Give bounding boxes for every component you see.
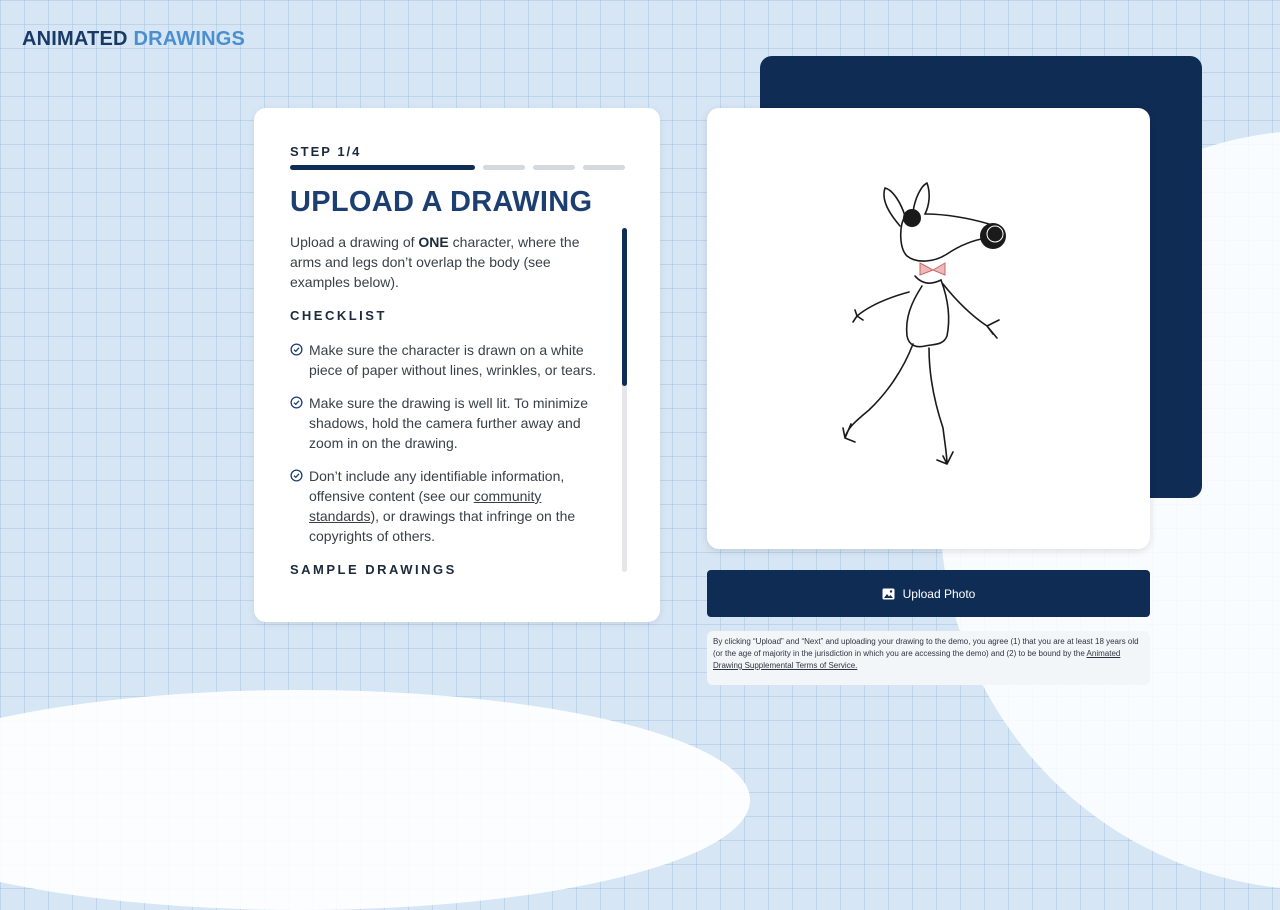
instructions-card [254, 108, 660, 622]
upload-photo-label: Upload Photo [902, 586, 976, 601]
checklist-item-text: Don’t include any identifiable information, offensive content (see our community standards), or drawings that infringe on the copyrights of others. [309, 468, 576, 544]
image-icon [882, 588, 895, 600]
community-standards-link[interactable]: community standards [309, 488, 542, 524]
check-circle-icon [290, 469, 303, 482]
checklist-item-text: Make sure the drawing is well lit. To minimize shadows, hold the camera further away and zoom in on the drawing. [309, 395, 589, 451]
check-circle-icon [290, 396, 303, 409]
checklist-item [290, 393, 608, 453]
character-drawing [707, 108, 1150, 549]
scrollbar-thumb[interactable] [622, 228, 627, 386]
brand-logo[interactable] [22, 28, 245, 51]
checklist-item-text: Make sure the character is drawn on a white piece of paper without lines, wrinkles, or tears. [309, 342, 597, 378]
step-progress [290, 165, 625, 170]
checklist-heading: CHECKLIST [290, 308, 387, 323]
checklist-item [290, 340, 608, 380]
intro-text: Upload a drawing of ONE character, where the arms and legs don’t overlap the body (see examples below). [290, 234, 580, 290]
progress-segment-2 [483, 165, 525, 170]
page-title: UPLOAD A DRAWING [290, 186, 593, 218]
progress-segment-4 [583, 165, 625, 170]
progress-segment-1 [290, 165, 475, 170]
background-shape-bottom [0, 690, 750, 910]
terms-of-service-link[interactable]: Animated Drawing Supplemental Terms of Service. [713, 649, 1121, 670]
step-label: STEP 1/4 [290, 144, 362, 159]
sample-drawings-heading: SAMPLE DRAWINGS [290, 562, 457, 574]
brand-logo-part2: DRAWINGS [133, 28, 246, 50]
check-circle-icon [290, 343, 303, 356]
progress-segment-3 [533, 165, 575, 170]
instructions-scroll-area[interactable] [290, 232, 608, 574]
upload-photo-button[interactable] [707, 570, 1150, 617]
terms-notice [707, 631, 1150, 685]
intro-bold: ONE [418, 234, 449, 250]
scrollbar-track[interactable] [622, 228, 627, 572]
terms-text: By clicking “Upload” and “Next” and uploading your drawing to the demo, you agree (1) that you are at least 18 years old (or the age of majority in the jurisdiction in which you are accessing the demo) and (2) to be bound by the [713, 637, 1139, 658]
drawing-preview [707, 108, 1150, 549]
checklist-item [290, 466, 608, 546]
brand-logo-part1: ANIMATED [22, 28, 128, 50]
